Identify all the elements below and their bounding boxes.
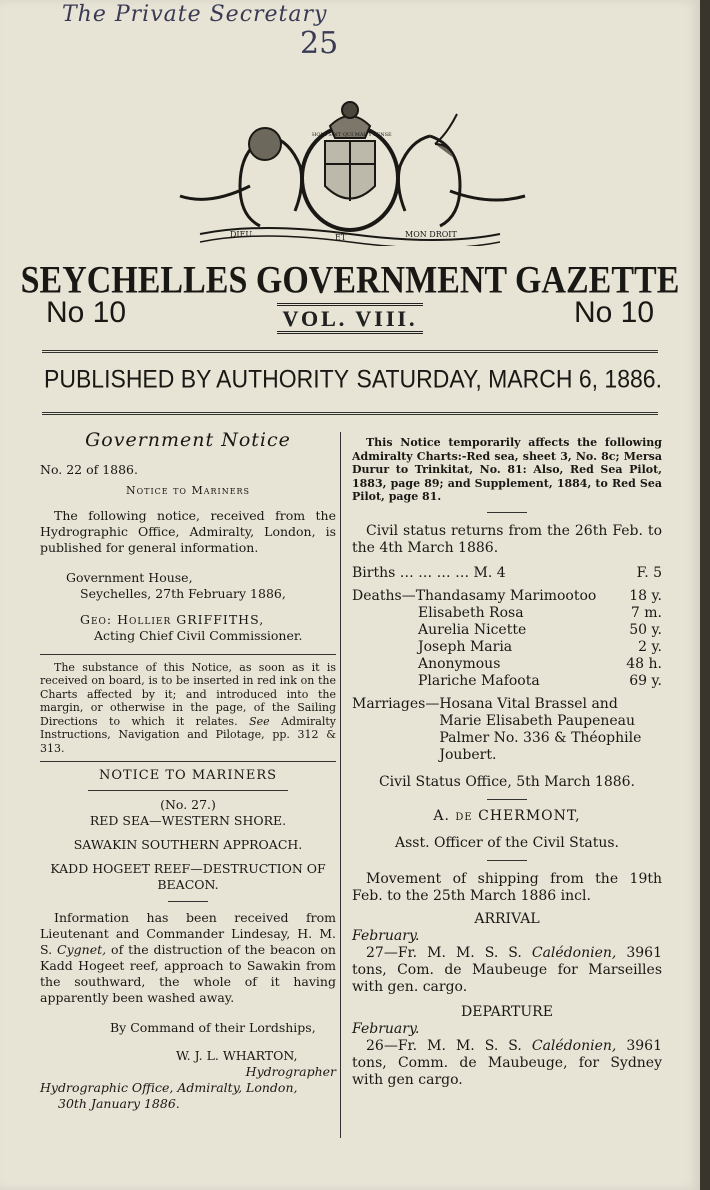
right-column <box>352 436 662 1089</box>
place: Government House, <box>66 569 193 585</box>
notice-number: No. 22 of 1886. <box>40 462 138 477</box>
charts-affected: This Notice temporarily affects the following Admiralty Charts:-Red sea, sheet 3, No. 8c; Mersa Durur to Trinkitat, No. 81: Also, Red Sea Pilot, 1883, page 89; and Supplement, 1884, to Red Sea Pilot, page 81. <box>352 436 662 503</box>
separator <box>487 860 527 861</box>
government-notice-heading: Government Notice <box>85 429 291 451</box>
volume-label: VOL. VIII. <box>0 306 700 332</box>
gazette-title: SEYCHELLES GOVERNMENT GAZETTE <box>20 259 680 302</box>
region-heading: RED SEA—WESTERN SHORE. <box>89 813 287 828</box>
left-column <box>40 429 336 1112</box>
separator <box>168 901 208 902</box>
column-divider <box>340 432 341 1138</box>
death-row: Joseph Maria 2 y. <box>418 638 662 655</box>
civil-status-office: Civil Status Office, 5th March 1886. <box>378 773 636 790</box>
issue-date: SATURDAY, MARCH 6, 1886. <box>356 364 662 394</box>
royal-coat-of-arms-icon <box>160 96 540 246</box>
published-by-authority: PUBLISHED BY AUTHORITY <box>44 364 350 394</box>
death-row: Plariche Mafoota 69 y. <box>418 672 662 689</box>
departure-entry: 26—Fr. M. M. S. S. Calédonien, 3961 tons, Comm. de Maubeuge, for Sydney with gen cargo. <box>352 1037 662 1088</box>
arrival-heading: ARRIVAL <box>474 910 540 927</box>
departure-month: February. <box>352 1020 420 1037</box>
notice-to-mariners-heading: NOTICE TO MARINERS <box>98 768 278 783</box>
death-row: Aurelia Nicette 50 y. <box>418 621 662 638</box>
notice-number-27: (No. 27.) <box>160 797 216 812</box>
masthead-rule <box>42 350 658 353</box>
place-date: Seychelles, 27th February 1886, <box>80 585 286 601</box>
arrival-entry: 27—Fr. M. M. S. S. Calédonien, 3961 tons, Com. de Maubeuge for Marseilles with gen. cargo. <box>352 944 662 995</box>
page-edge <box>700 0 710 1190</box>
separator <box>40 654 336 655</box>
handwritten-number: 25 <box>300 26 339 61</box>
births-row: Births … … … … M. 4 F. 5 <box>352 564 662 581</box>
reef-heading: KADD HOGEET REEF—DESTRUCTION OF BEACON. <box>50 861 326 892</box>
hydrographic-office: Hydrographic Office, Admiralty, London, <box>40 1080 298 1095</box>
svg-text:MON DROIT: MON DROIT <box>405 230 457 239</box>
separator <box>487 512 527 513</box>
signer-title: Acting Chief Civil Commissioner. <box>94 627 303 643</box>
svg-text:ET: ET <box>335 233 347 242</box>
arrival-month: February. <box>352 927 420 944</box>
information-paragraph: Information has been received from Lieutenant and Commander Lindesay, H. M. S. Cygnet, of the distruction of the beacon on Kadd Hogeet reef, approach to Sawakin from the southward, the whole of it having apparently been washed away. <box>40 910 336 1005</box>
approach-heading: SAWAKIN SOUTHERN APPROACH. <box>73 837 303 852</box>
issue-number-left: No 10 <box>46 296 127 329</box>
shipping-intro: Movement of shipping from the 19th Feb. to the 25th March 1886 incl. <box>352 870 662 904</box>
wharton-title: Hydrographer <box>245 1064 336 1079</box>
signer: Geo: Hollier GRIFFITHS, <box>80 611 265 627</box>
office-date: 30th January 1886. <box>58 1096 180 1111</box>
civil-status-intro: Civil status returns from the 26th Feb. to the 4th March 1886. <box>352 522 662 556</box>
chermont-title: Asst. Officer of the Civil Status. <box>395 834 619 851</box>
death-row: Deaths—Thandasamy Marimootoo 18 y. <box>352 587 662 604</box>
svg-text:DIEU: DIEU <box>230 230 253 239</box>
marriages-entry: Marriages— Hosana Vital Brassel and Marie Elisabeth Paupeneau Palmer No. 336 & Théophile Joubert. <box>352 695 642 763</box>
separator <box>88 790 288 791</box>
death-row: Elisabeth Rosa 7 m. <box>418 604 662 621</box>
deaths-list <box>352 588 662 690</box>
substance-paragraph: The substance of this Notice, as soon as it is received on board, is to be inserted in red ink on the Charts affected by it; and introduced into the margin, or otherwise in the page, of the Sailing Directions to which it relates. See Admiralty Instructions, Navigation and Pilotage, pp. 312 & 313. <box>40 660 336 755</box>
header-rule <box>42 412 658 415</box>
departure-heading: DEPARTURE <box>461 1003 553 1020</box>
handwritten-annotation: The Private Secretary <box>62 2 328 27</box>
svg-text:HONI SOIT QUI MAL Y PENSE: HONI SOIT QUI MAL Y PENSE <box>312 132 392 138</box>
separator <box>487 799 527 800</box>
death-row: Anonymous 48 h. <box>418 655 662 672</box>
publication-row <box>44 365 662 395</box>
wharton-signature: W. J. L. WHARTON, <box>176 1048 298 1063</box>
separator <box>40 761 336 762</box>
chermont-signature: A. de CHERMONT, <box>433 807 581 824</box>
issue-number-right: No 10 <box>574 296 655 329</box>
notice-paragraph: The following notice, received from the Hydrographic Office, Admiralty, London, is published for general information. <box>40 507 336 555</box>
notice-subheading: Notice to Mariners <box>125 484 251 497</box>
by-command: By Command of their Lordships, <box>110 1020 316 1035</box>
